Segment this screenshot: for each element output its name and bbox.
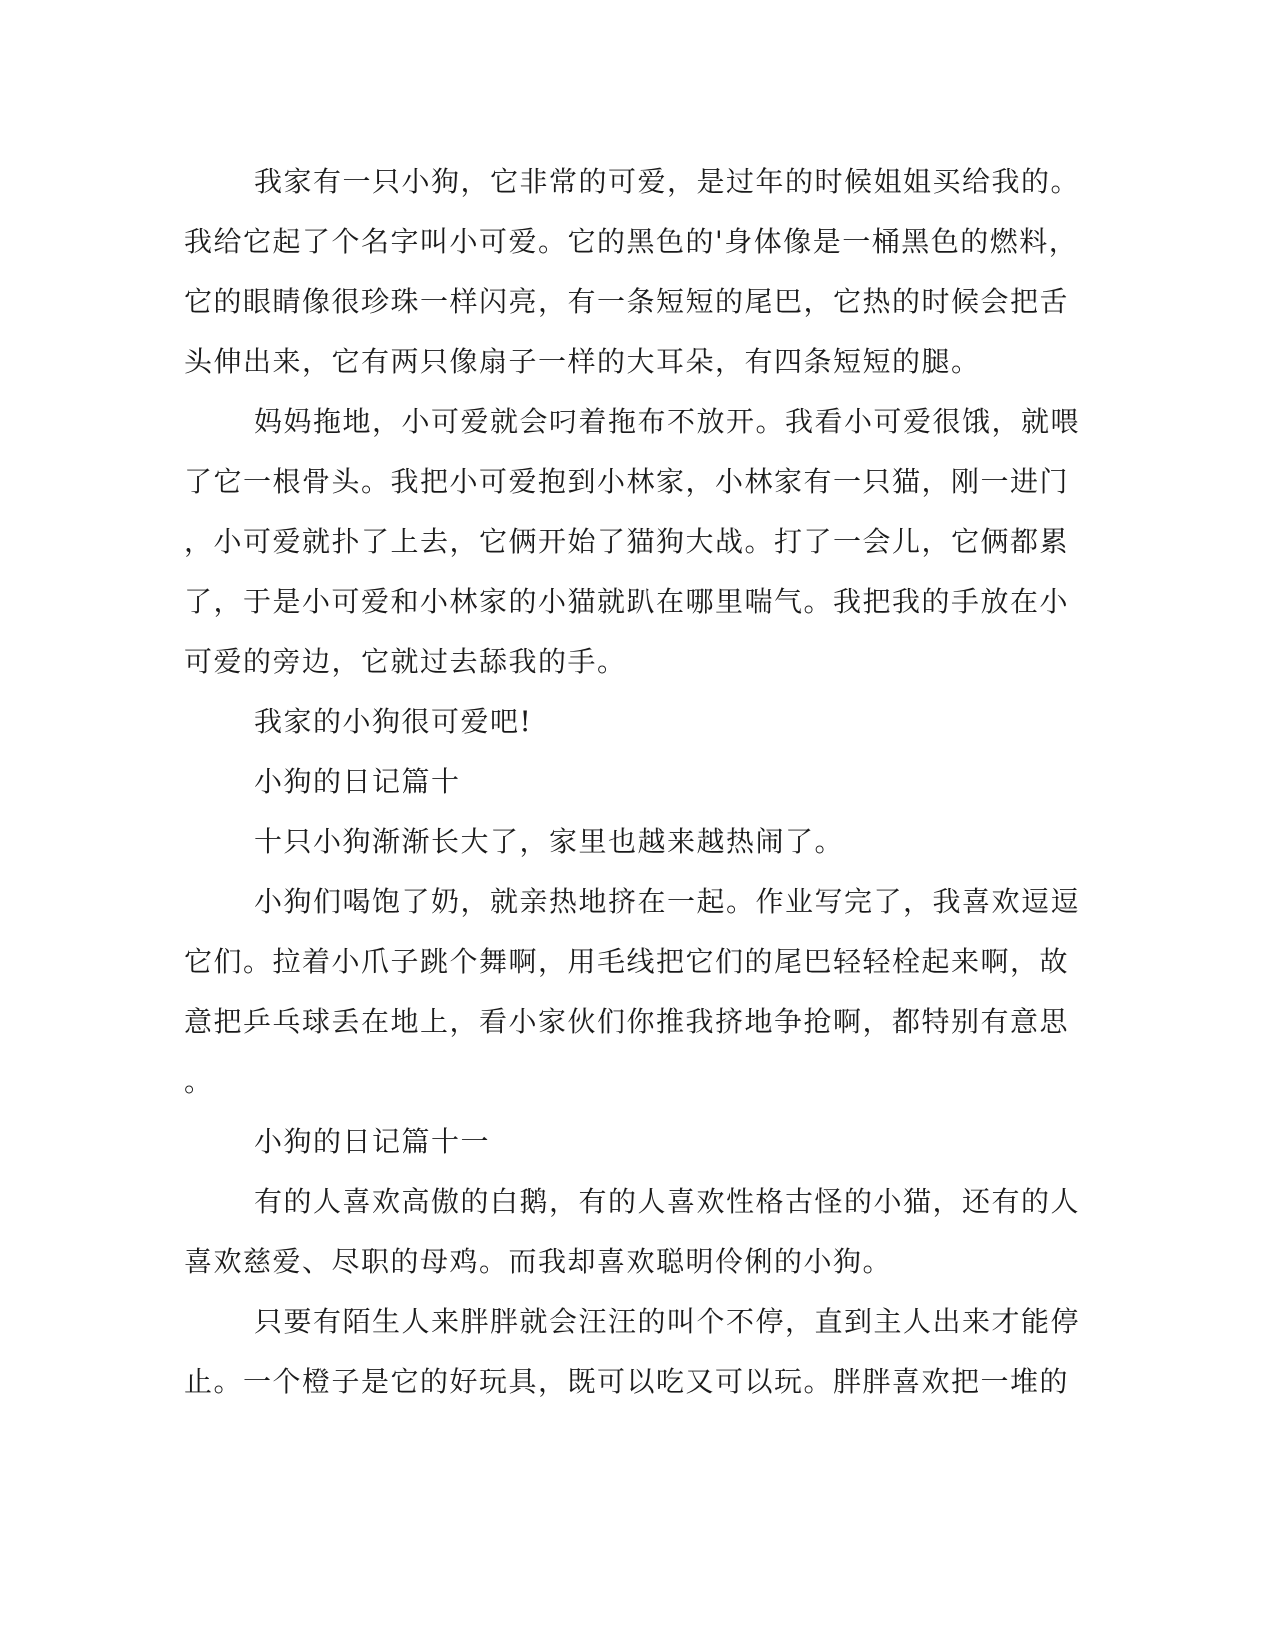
paragraph-line: 止。一个橙子是它的好玩具，既可以吃又可以玩。胖胖喜欢把一堆的 xyxy=(184,1365,1070,1398)
paragraph-line: 有的人喜欢高傲的白鹅，有的人喜欢性格古怪的小猫，还有的人 xyxy=(254,1185,1081,1218)
paragraph-line: 了，于是小可爱和小林家的小猫就趴在哪里喘气。我把我的手放在小 xyxy=(184,585,1070,618)
paragraph-line: 它的眼睛像很珍珠一样闪亮，有一条短短的尾巴，它热的时候会把舌 xyxy=(184,285,1070,318)
paragraph-line: 妈妈拖地，小可爱就会叼着拖布不放开。我看小可爱很饿，就喂 xyxy=(254,405,1081,438)
paragraph-line: 了它一根骨头。我把小可爱抱到小林家，小林家有一只猫，刚一进门 xyxy=(184,465,1070,498)
section-heading: 小狗的日记篇十一 xyxy=(254,1125,491,1158)
paragraph-line: 小狗们喝饱了奶，就亲热地挤在一起。作业写完了，我喜欢逗逗 xyxy=(254,885,1081,918)
paragraph-line: 我给它起了个名字叫小可爱。它的黑色的'身体像是一桶黑色的燃料， xyxy=(184,225,1079,258)
paragraph-line: 喜欢慈爱、尽职的母鸡。而我却喜欢聪明伶俐的小狗。 xyxy=(184,1245,893,1278)
paragraph-line: 只要有陌生人来胖胖就会汪汪的叫个不停，直到主人出来才能停 xyxy=(254,1305,1081,1338)
paragraph-line: 意把乒乓球丢在地上，看小家伙们你推我挤地争抢啊，都特别有意思 xyxy=(184,1005,1070,1038)
paragraph-line: 可爱的旁边，它就过去舔我的手。 xyxy=(184,645,627,678)
paragraph-line: 十只小狗渐渐长大了，家里也越来越热闹了。 xyxy=(254,825,845,858)
document-body xyxy=(184,152,1081,1412)
paragraph-line: 它们。拉着小爪子跳个舞啊，用毛线把它们的尾巴轻轻栓起来啊，故 xyxy=(184,945,1070,978)
paragraph-line: 。 xyxy=(184,1065,214,1098)
section-heading: 小狗的日记篇十 xyxy=(254,765,461,798)
paragraph-line: ，小可爱就扑了上去，它俩开始了猫狗大战。打了一会儿，它俩都累 xyxy=(184,525,1070,558)
paragraph-line: 头伸出来，它有两只像扇子一样的大耳朵，有四条短短的腿。 xyxy=(184,345,981,378)
paragraph-line: 我家的小狗很可爱吧! xyxy=(254,705,533,738)
paragraph-line: 我家有一只小狗，它非常的可爱，是过年的时候姐姐买给我的。 xyxy=(254,165,1081,198)
